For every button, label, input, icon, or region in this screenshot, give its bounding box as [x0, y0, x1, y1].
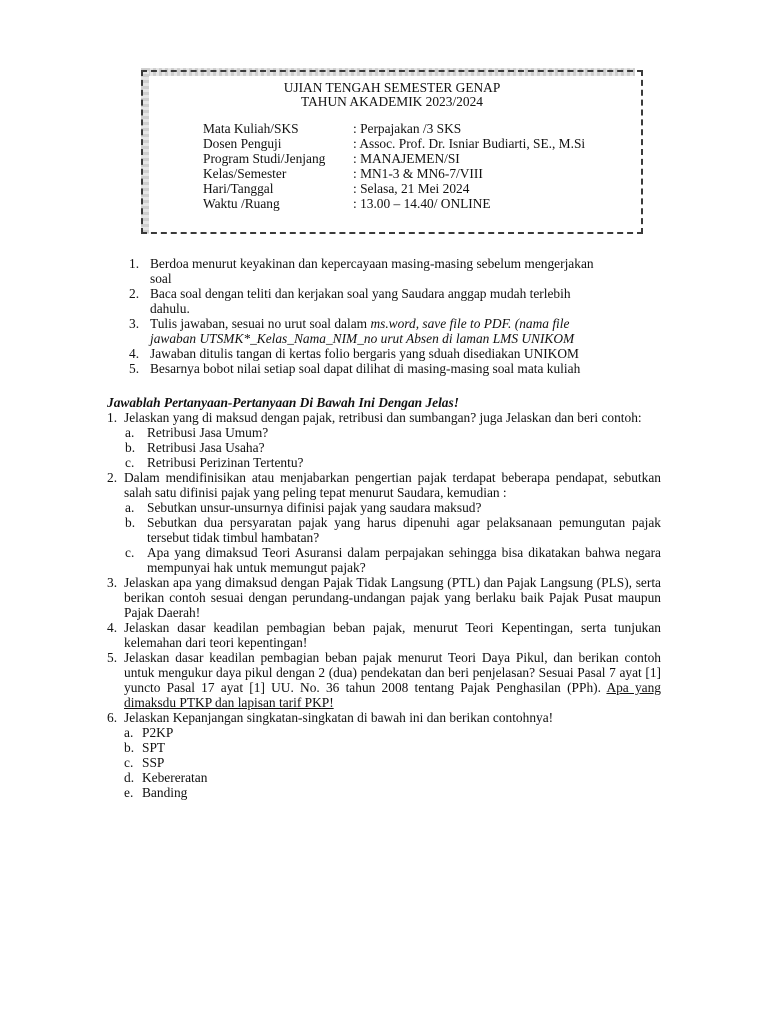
rule-text-continued: soal: [150, 271, 172, 286]
rule-text: Baca soal dengan teliti dan kerjakan soal yang Saudara anggap mudah terlebih: [150, 286, 571, 301]
info-row: [203, 121, 585, 136]
question-6-sub-e: [107, 785, 661, 800]
question-text: Jelaskan dasar keadilan pembagian beban pajak, menurut Teori Kepentingan, serta tunjukan kelemahan dari teori kepentingan!: [124, 620, 661, 650]
question-text: Jelaskan Kepanjangan singkatan-singkatan di bawah ini dan berikan contohnya!: [124, 710, 554, 725]
question-6-sub-d: [107, 770, 661, 785]
rule-text-plain: Tulis jawaban, sesuai no urut soal dalam: [150, 316, 371, 331]
sub-text: Sebutkan dua persyaratan pajak yang harus dipenuhi agar pelaksanaan pemungutan pajak tersebut tidak timbul hambatan?: [147, 515, 661, 545]
rule-item: [107, 286, 667, 316]
sub-text: Kebereratan: [142, 770, 208, 785]
info-value: : Assoc. Prof. Dr. Isniar Budiarti, SE., M.Si: [353, 136, 586, 151]
question-2-sub-a: [107, 500, 661, 515]
question-5: [107, 650, 661, 710]
exam-rules-list: [107, 256, 667, 376]
rule-text: [150, 316, 667, 331]
question-6-sub-a: [107, 725, 661, 740]
rule-text: Berdoa menurut keyakinan dan kepercayaan masing-masing sebelum mengerjakan: [150, 256, 594, 271]
sub-label: d.: [124, 770, 135, 785]
info-row: [203, 136, 585, 151]
rule-number: 4.: [129, 346, 140, 361]
questions-section: [107, 395, 661, 800]
sub-label: b.: [124, 740, 135, 755]
info-label: Dosen Penguji: [203, 136, 282, 151]
question-text-plain: Jelaskan dasar keadilan pembagian beban pajak menurut Teori Daya Pikul, dan berikan contoh untuk mengukur daya pikul dengan 2 (dua) pendekatan dan beri penjelasan? Sesuai Pasal 7 ayat [1] yuncto Pasal 17 ayat [1] UU. No. 36 tahun 2008 tentang Pajak Penghasilan (PPh).: [124, 650, 661, 695]
info-value: : MANAJEMEN/SI: [353, 151, 460, 166]
sub-text: Retribusi Perizinan Tertentu?: [147, 455, 304, 470]
sub-label: c.: [125, 545, 135, 560]
sub-text: Apa yang dimaksud Teori Asuransi dalam perpajakan sehingga bisa dikatakan bahwa negara mempunyai hak untuk memungut pajak?: [147, 545, 661, 575]
sub-label: b.: [125, 515, 136, 530]
rule-number: 2.: [129, 286, 140, 301]
question-2-sub-c: [107, 545, 661, 575]
question-number: 5.: [107, 650, 118, 665]
sub-label: c.: [124, 755, 134, 770]
rule-text-italic: ms.word, save file to PDF. (nama file: [370, 316, 570, 331]
info-row: [203, 151, 585, 166]
sub-text: Retribusi Jasa Umum?: [147, 425, 269, 440]
info-row: [203, 166, 585, 181]
info-label: Hari/Tanggal: [203, 181, 274, 196]
rule-text: Jawaban ditulis tangan di kertas folio bergaris yang sduah disediakan UNIKOM: [150, 346, 579, 361]
question-text: Jelaskan yang di maksud dengan pajak, retribusi dan sumbangan? juga Jelaskan dan beri contoh:: [124, 410, 642, 425]
rule-item: [107, 256, 667, 286]
question-4: [107, 620, 661, 650]
questions-heading: Jawablah Pertanyaan-Pertanyaan Di Bawah Ini Dengan Jelas!: [107, 395, 459, 410]
question-1-sub-a: [107, 425, 661, 440]
exam-info-table: [203, 121, 585, 211]
info-value: : 13.00 – 14.40/ ONLINE: [353, 196, 491, 211]
sub-label: a.: [125, 425, 135, 440]
sub-text: SSP: [142, 755, 165, 770]
sub-label: b.: [125, 440, 136, 455]
question-number: 1.: [107, 410, 118, 425]
sub-text: Sebutkan unsur-unsurnya difinisi pajak yang saudara maksud?: [147, 500, 482, 515]
rule-number: 3.: [129, 316, 140, 331]
question-number: 3.: [107, 575, 118, 590]
question-text-underlined: Apa yang dimaksdu PTKP dan lapisan tarif PKP!: [124, 680, 661, 710]
rule-number: 5.: [129, 361, 140, 376]
info-row: [203, 196, 585, 211]
sub-text: P2KP: [142, 725, 174, 740]
rule-text: Besarnya bobot nilai setiap soal dapat dilihat di masing-masing soal mata kuliah: [150, 361, 581, 376]
question-1-sub-c: [107, 455, 661, 470]
info-value: : MN1-3 & MN6-7/VIII: [353, 166, 483, 181]
sub-text: SPT: [142, 740, 166, 755]
sub-text: Retribusi Jasa Usaha?: [147, 440, 265, 455]
exam-title: UJIAN TENGAH SEMESTER GENAP: [283, 80, 501, 95]
question-1: [107, 410, 661, 425]
question-text: [124, 650, 661, 710]
rule-item: [107, 316, 667, 346]
question-text: Dalam mendifinisikan atau menjabarkan pengertian pajak terdapat beberapa pendapat, sebutkan salah satu difinisi pajak yang peling tepat menurut Saudara, kemudian :: [124, 470, 661, 500]
sub-label: a.: [124, 725, 134, 740]
question-6-sub-c: [107, 755, 661, 770]
question-number: 6.: [107, 710, 118, 725]
rule-item: [107, 346, 667, 361]
info-label: Kelas/Semester: [203, 166, 287, 181]
question-number: 2.: [107, 470, 118, 485]
sub-label: c.: [125, 455, 135, 470]
question-6: [107, 710, 661, 725]
question-6-sub-b: [107, 740, 661, 755]
info-row: [203, 181, 585, 196]
info-label: Mata Kuliah/SKS: [203, 121, 299, 136]
academic-year: TAHUN AKADEMIK 2023/2024: [301, 94, 483, 109]
info-value: : Selasa, 21 Mei 2024: [353, 181, 470, 196]
rule-number: 1.: [129, 256, 140, 271]
sub-label: e.: [124, 785, 134, 800]
sub-label: a.: [125, 500, 135, 515]
question-2: [107, 470, 661, 500]
info-label: Program Studi/Jenjang: [203, 151, 326, 166]
rule-item: [107, 361, 667, 376]
question-text: Jelaskan apa yang dimaksud dengan Pajak Tidak Langsung (PTL) dan Pajak Langsung (PLS), serta berikan contoh sesuai dengan perundang-undangan pajak yang berlaku baik Pajak Pusat maupun Pajak Daerah!: [124, 575, 661, 620]
question-number: 4.: [107, 620, 118, 635]
question-3: [107, 575, 661, 620]
rule-text-continued: dahulu.: [150, 301, 190, 316]
info-label: Waktu /Ruang: [203, 196, 280, 211]
sub-text: Banding: [142, 785, 188, 800]
info-value: : Perpajakan /3 SKS: [353, 121, 462, 136]
rule-text-continued: jawaban UTSMK*_Kelas_Nama_NIM_no urut Absen di laman LMS UNIKOM: [150, 331, 575, 346]
question-2-sub-b: [107, 515, 661, 545]
question-1-sub-b: [107, 440, 661, 455]
